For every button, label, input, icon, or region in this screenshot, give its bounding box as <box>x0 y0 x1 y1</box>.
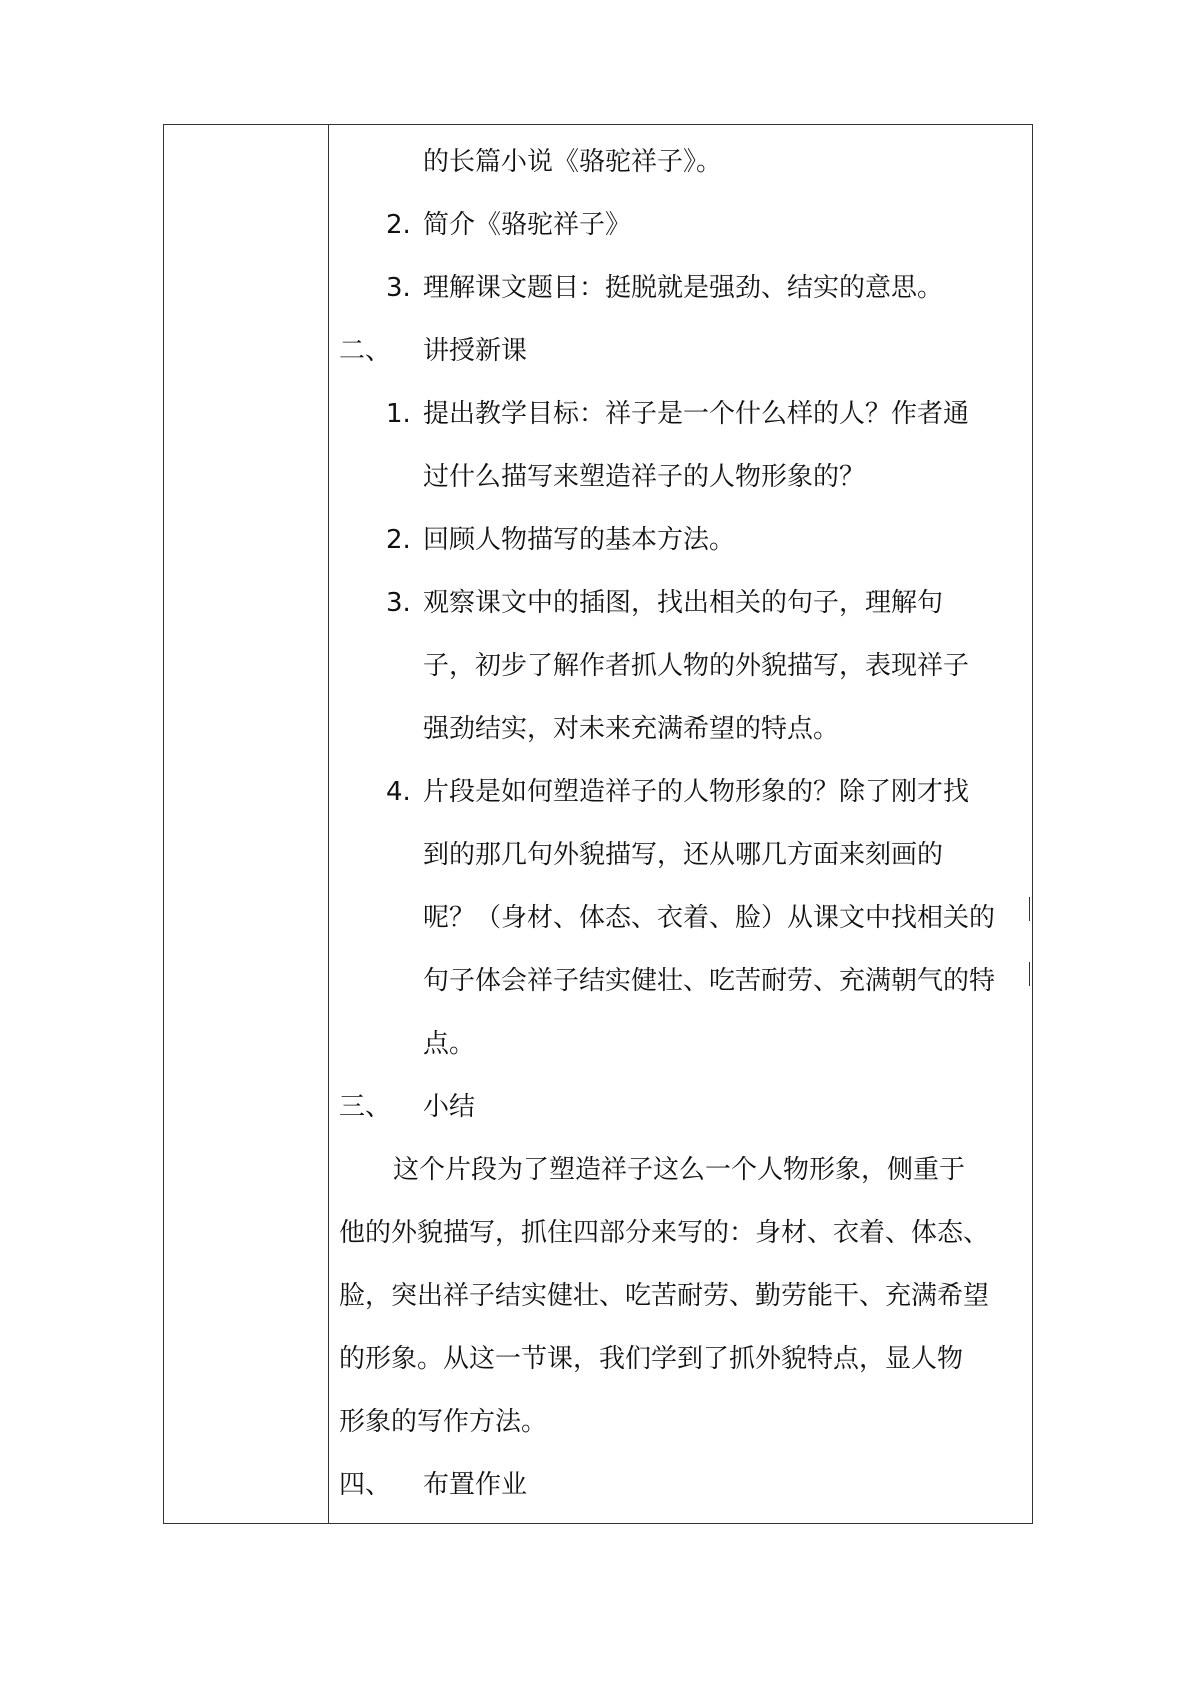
list-number: 2. <box>386 210 411 240</box>
text-line: 的长篇小说《骆驼祥子》。 <box>423 147 723 177</box>
list-number: 1. <box>386 399 411 429</box>
text-line: 理解课文题目：挺脱就是强劲、结实的意思。 <box>423 273 944 303</box>
text-line: 句子体会祥子结实健壮、吃苦耐劳、充满朝气的特 <box>423 966 996 996</box>
section-heading: 布置作业 <box>423 1470 528 1500</box>
text-line: 过什么描写来塑造祥子的人物形象的？ <box>423 462 866 492</box>
text-line: 片段是如何塑造祥子的人物形象的？除了刚才找 <box>423 777 970 807</box>
section-number: 二、 <box>339 336 392 366</box>
text-line: 到的那几句外貌描写，还从哪几方面来刻画的 <box>423 840 944 870</box>
list-number: 3. <box>386 273 411 303</box>
lesson-plan-table <box>163 124 1033 1524</box>
section-heading: 小结 <box>423 1092 476 1122</box>
text-line: 子，初步了解作者抓人物的外貌描写，表现祥子 <box>423 651 970 681</box>
right-border-stub <box>1029 962 1030 986</box>
left-column-cell <box>164 125 328 1523</box>
text-line: 他的外貌描写，抓住四部分来写的：身材、衣着、体态、 <box>339 1218 990 1248</box>
text-line: 点。 <box>423 1029 476 1059</box>
text-line: 形象的写作方法。 <box>339 1407 548 1437</box>
column-divider <box>328 125 329 1523</box>
text-line: 的形象。从这一节课，我们学到了抓外貌特点，显人物 <box>339 1344 964 1374</box>
section-heading: 讲授新课 <box>423 336 528 366</box>
text-line: 脸，突出祥子结实健壮、吃苦耐劳、勤劳能干、充满希望 <box>339 1281 990 1311</box>
section-number: 三、 <box>339 1092 392 1122</box>
text-line: 简介《骆驼祥子》 <box>423 210 632 240</box>
text-line: 回顾人物描写的基本方法。 <box>423 525 736 555</box>
text-line: 强劲结实，对未来充满希望的特点。 <box>423 714 840 744</box>
list-number: 2. <box>386 525 411 555</box>
text-line: 这个片段为了塑造祥子这么一个人物形象，侧重于 <box>393 1155 966 1185</box>
right-border-stub <box>1029 897 1030 921</box>
section-number: 四、 <box>339 1470 392 1500</box>
text-line: 观察课文中的插图，找出相关的句子，理解句 <box>423 588 944 618</box>
list-number: 3. <box>386 588 411 618</box>
text-line: 呢？（身材、体态、衣着、脸）从课文中找相关的 <box>423 903 996 933</box>
list-number: 4. <box>386 777 411 807</box>
text-line: 提出教学目标：祥子是一个什么样的人？作者通 <box>423 399 970 429</box>
